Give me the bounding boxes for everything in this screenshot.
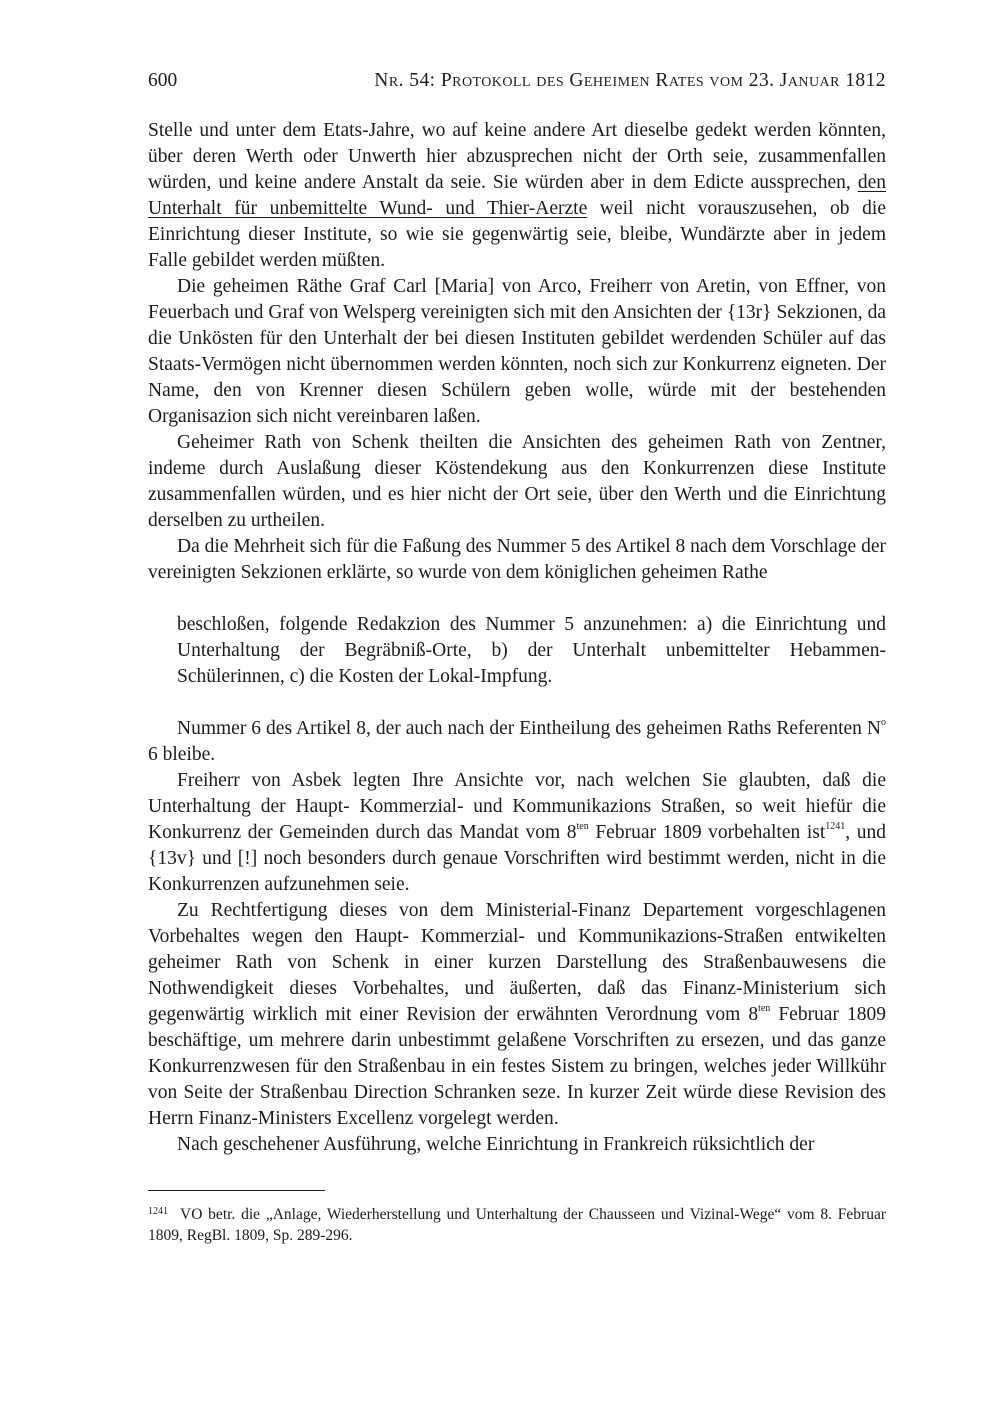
paragraph: Geheimer Rath von Schenk theilten die Ansichten des geheimen Rath von Zentner, indeme durch Auslaßung dieser Köstendekung aus den Konkurrenzen diese Institute zusammenfallen würden, und es hier nicht der Ort seie, über den Werth und die Einrichtung derselben zu urtheilen. — [148, 432, 886, 531]
paragraph: Freiherr von Asbek legten Ihre Ansichte vor, nach welchen Sie glaubten, daß die Unterhaltung der Haupt- Kommerzial- und Kommunikazions Straßen, so weit hiefür die Konkurrenz der Gemeinden durch das Mandat vom $8^{ten}$ Februar 1809 vorbehalten ist$^{1241}$, und {13v} und [!] noch besonders durch genaue Vorschriften wird bestimmt werden, nicht in die Konkurrenzen aufzunehmen seie. — [148, 770, 886, 895]
footnote — [148, 1204, 886, 1246]
running-title: Nr. 54: Protokoll des Geheimen Rates vom 23. Januar 1812 — [374, 70, 886, 91]
page-number: 600 — [148, 70, 178, 91]
footnote-separator — [148, 1190, 325, 1191]
main-text — [148, 118, 886, 1158]
footnote-reference[interactable]: 1241 — [825, 821, 846, 832]
paragraph: Nach geschehener Ausführung, welche Einrichtung in Frankreich rüksichtlich der — [177, 1134, 815, 1155]
paragraph: Nummer 6 des Artikel 8, der auch nach der Eintheilung des geheimen Raths Referenten $N^o$ 6 bleibe. — [148, 717, 886, 765]
footnote-text: VO betr. die „Anlage, Wiederherstellung und Unterhaltung der Chausseen und Vizinal-Wege“ vom 8. Februar 1809, RegBl. 1809, Sp. 289-296. — [148, 1206, 886, 1244]
paragraph: Die geheimen Räthe Graf Carl [Maria] von Arco, Freiherr von Aretin, von Effner, von Feuerbach und Graf von Welsperg vereinigten sich mit den Ansichten der {13r} Sekzionen, da die Unkösten für den Unterhalt der bei diesen Instituten gebildet werdenden Schüler auf das Staats-Vermögen nicht übernommen werden könnten, noch sich zur Konkurrenz eigneten. Der Name, den von Krenner diesen Schülern geben wolle, würde mit der bestehenden Organisazion sich nicht vereinbaren laßen. — [148, 276, 886, 427]
resolution-block: beschloßen, folgende Redakzion des Nummer 5 anzunehmen: a) die Einrichtung und Unterhaltung der Begräbniß-Orte, b) der Unterhalt unbemittelter Hebammen-Schülerinnen, c) die Kosten der Lokal-Impfung. — [177, 614, 886, 687]
page-header — [148, 66, 886, 96]
underlined-phrase: den Unterhalt für unbemittelte Wund- und Thier-Aerzte — [148, 172, 886, 219]
footnote-number: 1241 — [148, 1206, 168, 1217]
paragraph: Da die Mehrheit sich für die Faßung des Nummer 5 des Artikel 8 nach dem Vorschlage der vereinigten Sekzionen erklärte, so wurde von dem königlichen geheimen Rathe — [148, 536, 886, 583]
paragraph-continued: Stelle und unter dem Etats-Jahre, wo auf keine andere Art dieselbe gedekt werden könnten, über deren Werth oder Unwerth hier abzusprechen nicht der Orth seie, zusammenfallen würden, und keine andere Anstalt da seie. Sie würden aber in dem Edicte aussprechen, den Unterhalt für unbemittelte Wund- und Thier-Aerzte weil nicht vorauszusehen, ob die Einrichtung dieser Institute, so wie sie gegenwärtig seie, bleibe, Wundärzte aber in jedem Falle gebildet werden müßten. — [148, 120, 886, 271]
paragraph: Zu Rechtfertigung dieses von dem Ministerial-Finanz Departement vorgeschlagenen Vorbehaltes wegen den Haupt- Kommerzial- und Kommunikazions-Straßen entwikelten geheimer Rath von Schenk in einer kurzen Darstellung des Straßenbauwesens die Nothwendigkeit dieses Vorbehaltes, und äußerten, daß das Finanz-Ministerium sich gegenwärtig wirklich mit einer Revision der erwähnten Verordnung vom $8^{ten}$ Februar 1809 beschäftige, um mehrere darin unbestimmt gelaßene Vorschriften zu ersezen, und das ganze Konkurrenzwesen für den Straßenbau in ein festes Sistem zu bringen, welches jeder Willkühr von Seite der Straßenbau Direction Schranken seze. In kurzer Zeit würde diese Revision des Herrn Finanz-Ministers Excellenz vorgelegt werden. — [148, 900, 886, 1129]
